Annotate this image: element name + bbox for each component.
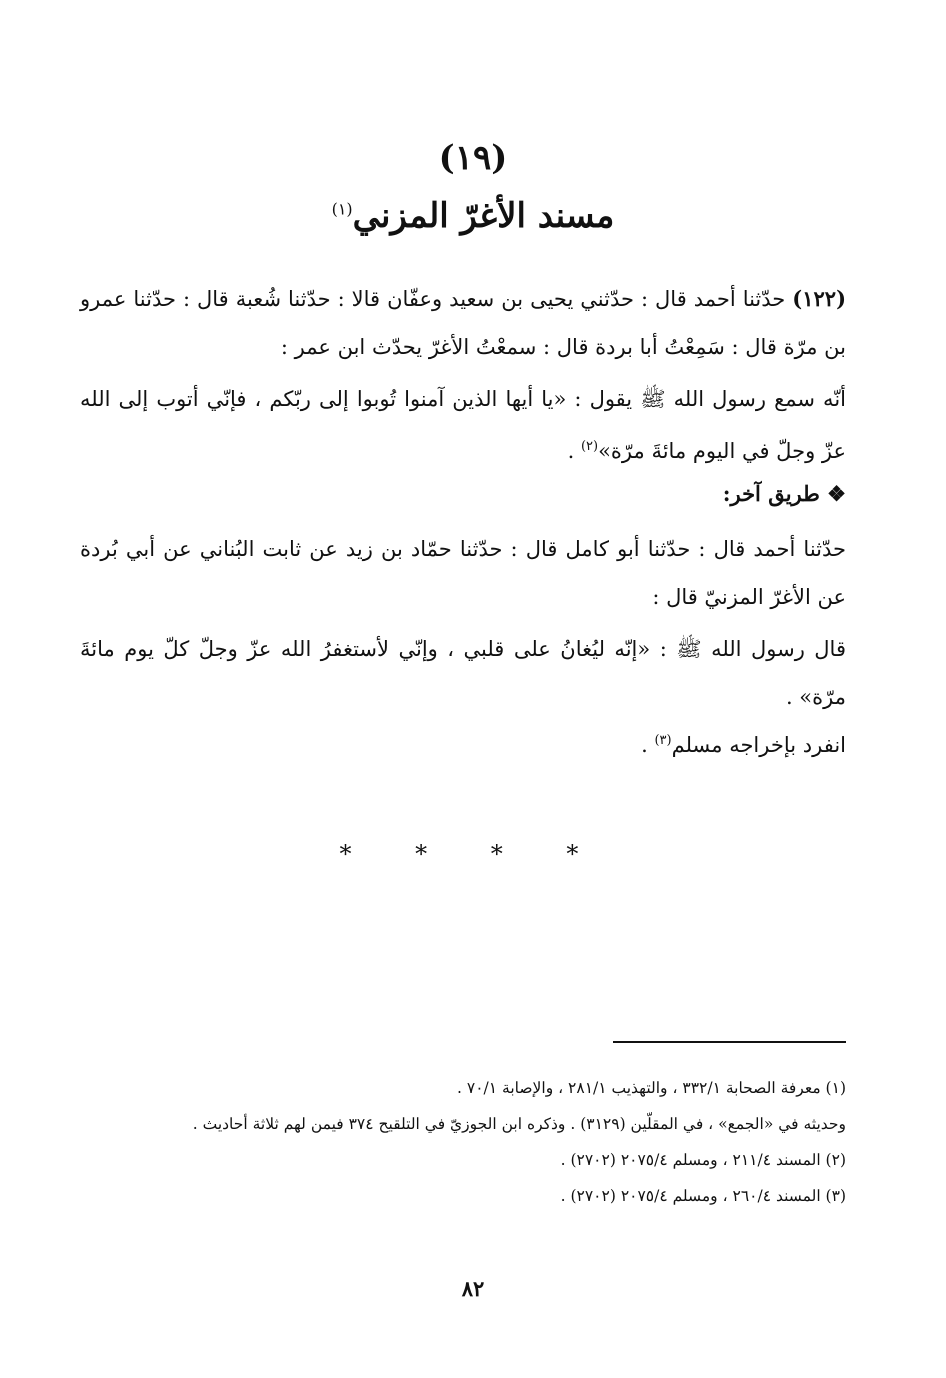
second-isnad-paragraph [80,525,846,621]
other-chain-heading-text: ❖ طريق آخر: [722,481,846,506]
hadith-isnad-paragraph [80,275,846,371]
hadith-number: (١٢٢) [792,286,846,311]
footnote-2: (٢) المسند ٢١١/٤ ، ومسلم ٢٠٧٥/٤ (٢٧٠٢) . [560,1151,846,1169]
chapter-number: (١٩) [438,138,508,178]
takhrij-text: انفرد بإخراجه مسلم [671,733,846,757]
chapter-title [0,196,946,236]
footnote-1-continued: وحديثه في «الجمع» ، في المقلّين (٣١٢٩) . وذكره ابن الجوزيّ في التلقيح ٣٧٤ فيمن لهم ثلاثة أحاديث . [192,1115,846,1133]
takhrij-paragraph [80,717,846,769]
second-isnad-text: حدّثنا أحمد قال : حدّثنا أبو كامل قال : حدّثنا حمّاد بن زيد عن ثابت البُناني عن أبي بُردة عن الأغرّ المزنيّ قال : [80,537,846,609]
hadith-matn-end: . [567,439,581,463]
takhrij-end: . [641,733,655,757]
hadith-isnad-text: حدّثنا أحمد قال : حدّثني يحيى بن سعيد وعفّان قالا : حدّثنا شُعبة قال : حدّثنا عمرو بن مرّة قال : سَمِعْتُ أبا بردة قال : سمعْتُ الأغرّ يحدّث ابن عمر : [80,287,846,359]
hadith-matn-paragraph [80,375,846,475]
other-chain-heading [80,470,846,518]
footnote-ref-3: (٣) [654,733,672,748]
second-matn-text: قال رسول الله ﷺ : «إنّه ليُغانُ على قلبي ، وإنّي لأستغفرُ الله عزّ وجلّ كلّ يوم مائةَ مرّة» . [80,637,846,709]
page-number: ٨٢ [461,1276,485,1301]
footnote-3: (٣) المسند ٢٦٠/٤ ، ومسلم ٢٠٧٥/٤ (٢٧٠٢) . [560,1187,846,1205]
footnote-1: (١) معرفة الصحابة ٣٣٢/١ ، والتهذيب ٢٨١/١ ، والإصابة ٧٠/١ . [457,1079,846,1097]
hadith-matn-text: أنّه سمع رسول الله ﷺ يقول : «يا أيها الذين آمنوا تُوبوا إلى ربّكم ، فإنّي أتوب إلى الله عزّ وجلّ في اليوم مائةَ مرّة» [80,387,847,463]
footnotes [80,1070,846,1214]
chapter-title-text: مسند الأغرّ المزني [352,196,615,236]
second-matn-paragraph [80,625,846,721]
footnote-ref-2: (٢) [580,439,599,454]
footnote-separator-line [613,1041,846,1043]
chapter-title-footnote-ref: (١) [331,199,353,219]
section-divider: * * * * [339,840,607,868]
